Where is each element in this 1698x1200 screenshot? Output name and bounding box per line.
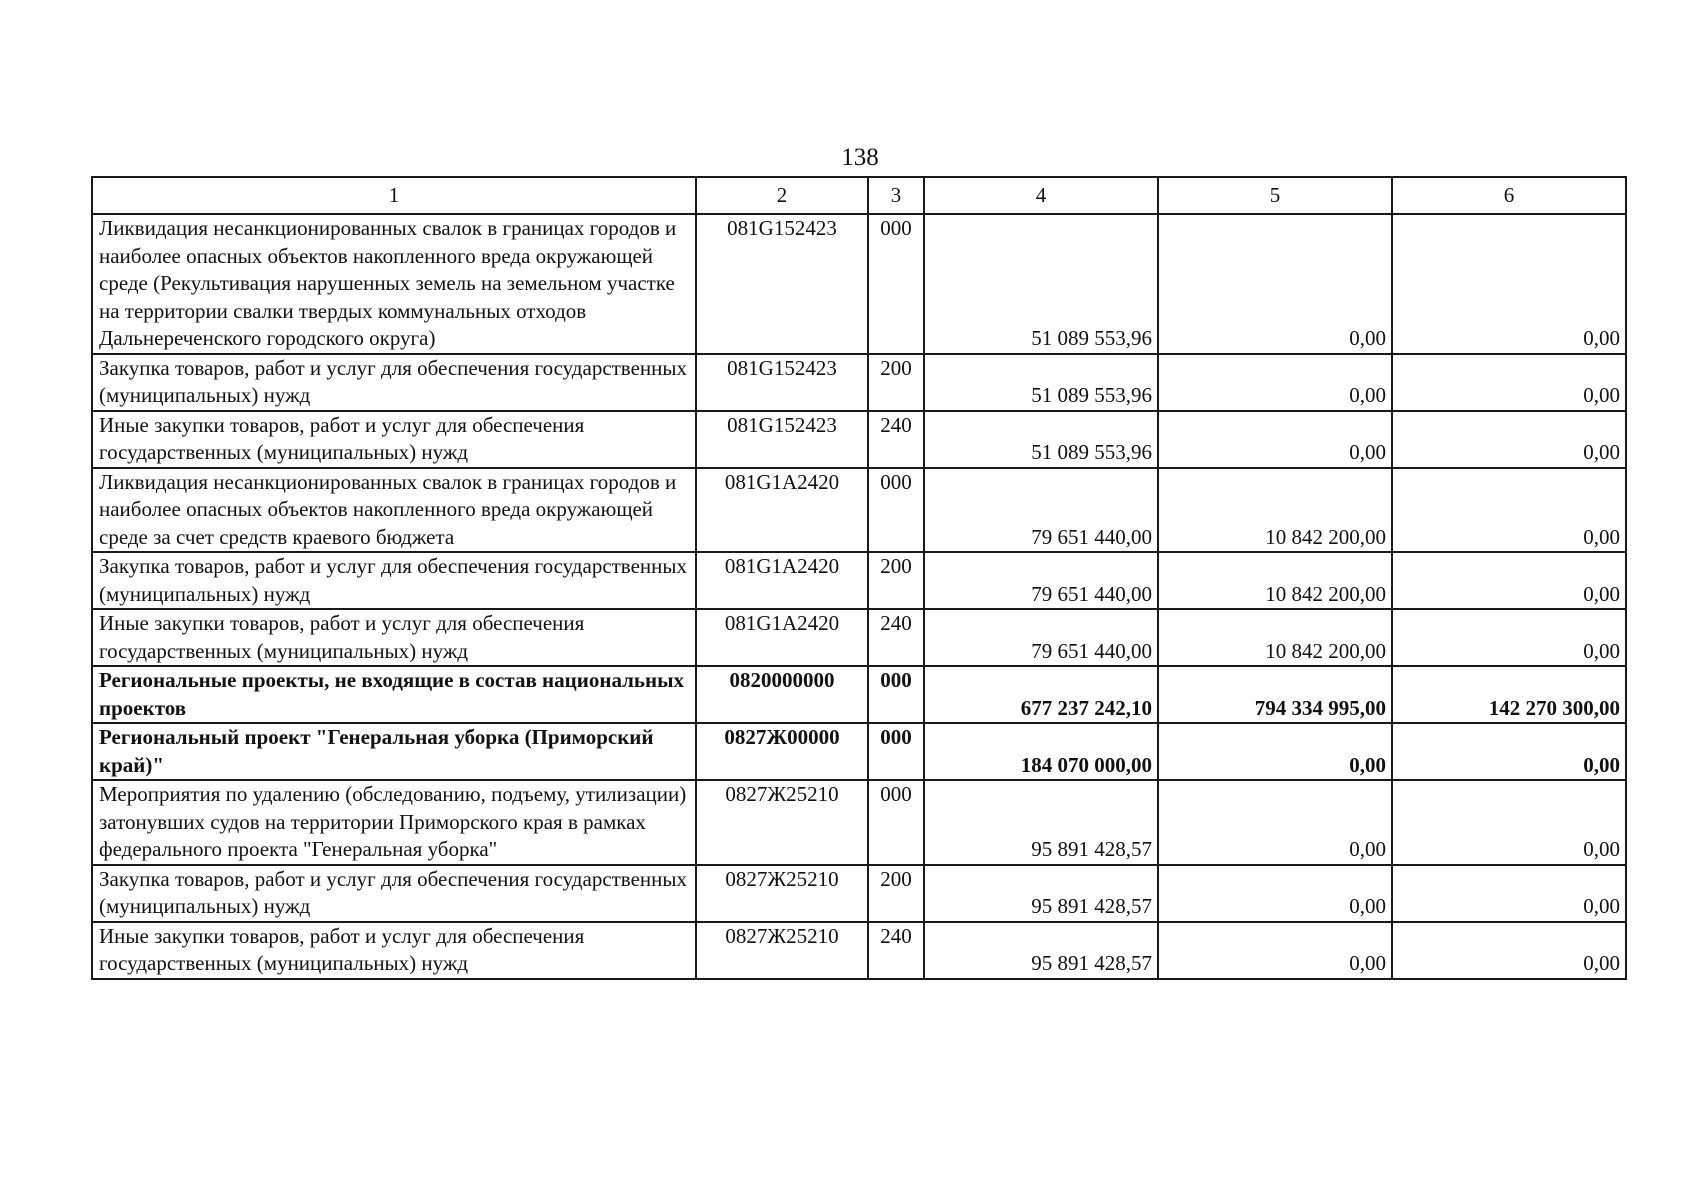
row-code-cell: 081G1A2420 [696, 468, 868, 553]
row-amount-cell: 0,00 [1392, 723, 1626, 780]
row-type-cell: 000 [868, 468, 924, 553]
column-header: 3 [868, 177, 924, 214]
row-name-cell: Закупка товаров, работ и услуг для обеспечения государственных (муниципальных) нужд [92, 865, 696, 922]
row-code-cell: 081G1A2420 [696, 609, 868, 666]
column-header: 2 [696, 177, 868, 214]
row-name-cell: Закупка товаров, работ и услуг для обеспечения государственных (муниципальных) нужд [92, 354, 696, 411]
row-code-cell: 0820000000 [696, 666, 868, 723]
row-type-cell: 200 [868, 354, 924, 411]
row-name-cell: Иные закупки товаров, работ и услуг для обеспечения государственных (муниципальных) нужд [92, 609, 696, 666]
row-type-cell: 240 [868, 609, 924, 666]
table-row [92, 214, 1626, 354]
row-amount-cell: 10 842 200,00 [1158, 552, 1392, 609]
row-type-cell: 200 [868, 865, 924, 922]
table-row [92, 780, 1626, 865]
row-amount-cell: 677 237 242,10 [924, 666, 1158, 723]
table-body [92, 177, 1626, 979]
column-header: 5 [1158, 177, 1392, 214]
row-amount-cell: 95 891 428,57 [924, 780, 1158, 865]
table-row [92, 552, 1626, 609]
row-amount-cell: 0,00 [1392, 411, 1626, 468]
row-amount-cell: 79 651 440,00 [924, 609, 1158, 666]
table-row [92, 609, 1626, 666]
table-row [92, 865, 1626, 922]
row-amount-cell: 794 334 995,00 [1158, 666, 1392, 723]
row-amount-cell: 0,00 [1158, 780, 1392, 865]
row-code-cell: 0827Ж00000 [696, 723, 868, 780]
row-name-cell: Иные закупки товаров, работ и услуг для обеспечения государственных (муниципальных) нужд [92, 922, 696, 979]
row-amount-cell: 0,00 [1392, 552, 1626, 609]
row-amount-cell: 0,00 [1392, 922, 1626, 979]
row-amount-cell: 10 842 200,00 [1158, 468, 1392, 553]
row-code-cell: 081G152423 [696, 354, 868, 411]
row-amount-cell: 0,00 [1392, 468, 1626, 553]
row-name-cell: Закупка товаров, работ и услуг для обеспечения государственных (муниципальных) нужд [92, 552, 696, 609]
row-amount-cell: 0,00 [1392, 780, 1626, 865]
table-row [92, 666, 1626, 723]
row-amount-cell: 0,00 [1392, 865, 1626, 922]
row-amount-cell: 0,00 [1158, 922, 1392, 979]
row-amount-cell: 79 651 440,00 [924, 468, 1158, 553]
row-type-cell: 240 [868, 411, 924, 468]
row-amount-cell: 0,00 [1158, 214, 1392, 354]
row-name-cell: Региональные проекты, не входящие в состав национальных проектов [92, 666, 696, 723]
row-amount-cell: 51 089 553,96 [924, 354, 1158, 411]
row-amount-cell: 0,00 [1392, 214, 1626, 354]
row-type-cell: 240 [868, 922, 924, 979]
table-row [92, 468, 1626, 553]
column-header: 6 [1392, 177, 1626, 214]
column-header: 4 [924, 177, 1158, 214]
page-number: 138 [841, 144, 879, 171]
row-name-cell: Ликвидация несанкционированных свалок в границах городов и наиболее опасных объектов накопленного вреда окружающей среде за счет средств краевого бюджета [92, 468, 696, 553]
row-amount-cell: 142 270 300,00 [1392, 666, 1626, 723]
row-amount-cell: 0,00 [1158, 354, 1392, 411]
table-row [92, 922, 1626, 979]
column-header: 1 [92, 177, 696, 214]
row-type-cell: 200 [868, 552, 924, 609]
row-code-cell: 081G152423 [696, 411, 868, 468]
row-amount-cell: 51 089 553,96 [924, 214, 1158, 354]
table-row [92, 723, 1626, 780]
row-code-cell: 081G152423 [696, 214, 868, 354]
row-name-cell: Ликвидация несанкционированных свалок в границах городов и наиболее опасных объектов накопленного вреда окружающей среде (Рекультивация нарушенных земель на земельном участке на территории свалки твердых коммунальных отходов Дальнереченского городского округа) [92, 214, 696, 354]
table-row [92, 411, 1626, 468]
row-amount-cell: 0,00 [1158, 411, 1392, 468]
row-amount-cell: 0,00 [1158, 723, 1392, 780]
row-amount-cell: 95 891 428,57 [924, 922, 1158, 979]
row-amount-cell: 51 089 553,96 [924, 411, 1158, 468]
row-amount-cell: 0,00 [1392, 609, 1626, 666]
row-code-cell: 0827Ж25210 [696, 865, 868, 922]
row-name-cell: Региональный проект "Генеральная уборка (Приморский край)" [92, 723, 696, 780]
table-header-row [92, 177, 1626, 214]
row-type-cell: 000 [868, 666, 924, 723]
row-amount-cell: 10 842 200,00 [1158, 609, 1392, 666]
row-type-cell: 000 [868, 214, 924, 354]
row-code-cell: 081G1A2420 [696, 552, 868, 609]
table-row [92, 354, 1626, 411]
row-type-cell: 000 [868, 780, 924, 865]
budget-table [91, 176, 1627, 980]
row-name-cell: Мероприятия по удалению (обследованию, подъему, утилизации) затонувших судов на территории Приморского края в рамках федерального проекта "Генеральная уборка" [92, 780, 696, 865]
row-amount-cell: 184 070 000,00 [924, 723, 1158, 780]
row-amount-cell: 79 651 440,00 [924, 552, 1158, 609]
row-amount-cell: 0,00 [1158, 865, 1392, 922]
row-amount-cell: 0,00 [1392, 354, 1626, 411]
row-amount-cell: 95 891 428,57 [924, 865, 1158, 922]
row-name-cell: Иные закупки товаров, работ и услуг для обеспечения государственных (муниципальных) нужд [92, 411, 696, 468]
row-type-cell: 000 [868, 723, 924, 780]
row-code-cell: 0827Ж25210 [696, 780, 868, 865]
row-code-cell: 0827Ж25210 [696, 922, 868, 979]
